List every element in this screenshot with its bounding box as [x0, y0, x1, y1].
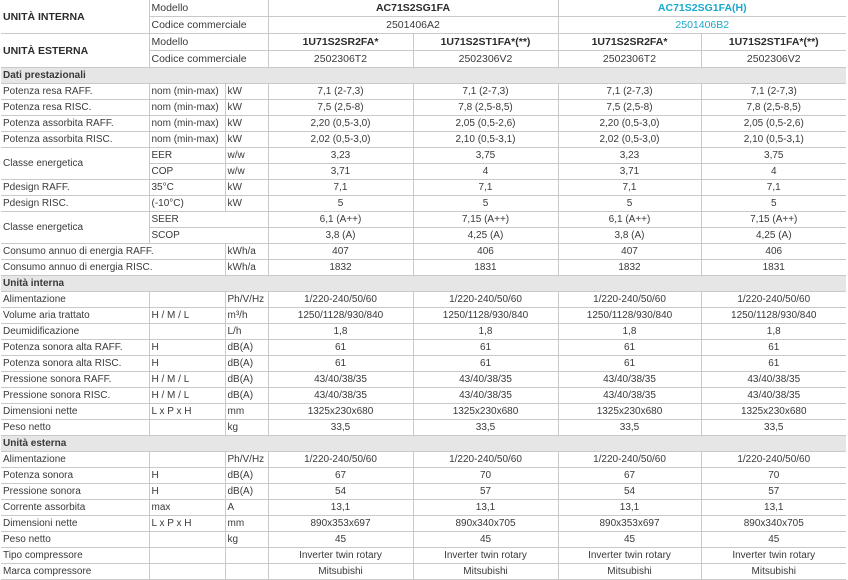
- cell-value: 45: [413, 532, 558, 548]
- row-unit: kW: [225, 196, 268, 212]
- row-condition: H: [149, 468, 225, 484]
- indoor-code-1: 2501406A2: [268, 17, 558, 34]
- row-condition: L x P x H: [149, 404, 225, 420]
- indoor-model-2: AC71S2SG1FA(H): [558, 0, 846, 17]
- cell-value: 1831: [701, 260, 846, 276]
- cell-value: 6,1 (A++): [558, 212, 701, 228]
- row-unit: dB(A): [225, 484, 268, 500]
- cell-value: 1,8: [558, 324, 701, 340]
- cell-value: 7,1 (2-7,3): [558, 84, 701, 100]
- cell-value: 3,71: [558, 164, 701, 180]
- cell-value: 890x353x697: [558, 516, 701, 532]
- row-condition: nom (min-max): [149, 84, 225, 100]
- table-row: [1, 212, 846, 228]
- cell-value: 43/40/38/35: [558, 372, 701, 388]
- table-row: [1, 132, 846, 148]
- row-condition: H / M / L: [149, 388, 225, 404]
- outdoor-unit-label: UNITÀ ESTERNA: [1, 34, 149, 68]
- cell-value: 4,25 (A): [413, 228, 558, 244]
- cell-value: 1325x230x680: [558, 404, 701, 420]
- cell-value: 1325x230x680: [268, 404, 413, 420]
- row-label: Marca compressore: [1, 564, 149, 580]
- cell-value: 2,20 (0,5-3,0): [268, 116, 413, 132]
- table-row: [1, 340, 846, 356]
- cell-value: Inverter twin rotary: [558, 548, 701, 564]
- cell-value: 1/220-240/50/60: [558, 292, 701, 308]
- row-unit: w/w: [225, 148, 268, 164]
- row-condition: 35°C: [149, 180, 225, 196]
- row-unit: dB(A): [225, 340, 268, 356]
- cell-value: 70: [413, 468, 558, 484]
- row-condition: nom (min-max): [149, 100, 225, 116]
- cell-value: 7,5 (2,5-8): [558, 100, 701, 116]
- outdoor-model: 1U71S2ST1FA*(**): [701, 34, 846, 51]
- cell-value: 1,8: [413, 324, 558, 340]
- row-label: Volume aria trattato: [1, 308, 149, 324]
- cell-value: 7,5 (2,5-8): [268, 100, 413, 116]
- cell-value: 1250/1128/930/840: [558, 308, 701, 324]
- cell-value: 61: [701, 356, 846, 372]
- row-label: Potenza assorbita RISC.: [1, 132, 149, 148]
- table-row: [1, 388, 846, 404]
- cell-value: 2,02 (0,5-3,0): [558, 132, 701, 148]
- cell-value: 1/220-240/50/60: [268, 292, 413, 308]
- cell-value: 4,25 (A): [701, 228, 846, 244]
- cell-value: 1832: [268, 260, 413, 276]
- row-condition: SEER: [149, 212, 268, 228]
- row-condition: [149, 564, 225, 580]
- row-label: Potenza sonora alta RAFF.: [1, 340, 149, 356]
- cell-value: 7,1 (2-7,3): [413, 84, 558, 100]
- cell-value: 1325x230x680: [413, 404, 558, 420]
- cell-value: 7,15 (A++): [413, 212, 558, 228]
- cell-value: 43/40/38/35: [701, 372, 846, 388]
- table-row: [1, 84, 846, 100]
- cell-value: 43/40/38/35: [413, 372, 558, 388]
- cell-value: 33,5: [268, 420, 413, 436]
- table-row: [1, 356, 846, 372]
- cell-value: 1831: [413, 260, 558, 276]
- row-condition: nom (min-max): [149, 116, 225, 132]
- row-label: Classe energetica: [1, 212, 149, 244]
- row-unit: dB(A): [225, 388, 268, 404]
- outdoor-code: 2502306V2: [701, 51, 846, 68]
- cell-value: 7,8 (2,5-8,5): [701, 100, 846, 116]
- section-header: Dati prestazionali: [1, 68, 846, 84]
- cell-value: Inverter twin rotary: [268, 548, 413, 564]
- row-condition: [149, 292, 225, 308]
- cell-value: 406: [701, 244, 846, 260]
- cell-value: 3,23: [558, 148, 701, 164]
- cell-value: 1250/1128/930/840: [268, 308, 413, 324]
- cell-value: 3,71: [268, 164, 413, 180]
- outdoor-model: 1U71S2SR2FA*: [558, 34, 701, 51]
- row-unit: m³/h: [225, 308, 268, 324]
- cell-value: 5: [701, 196, 846, 212]
- cell-value: Mitsubishi: [701, 564, 846, 580]
- cell-value: 3,23: [268, 148, 413, 164]
- row-label: Classe energetica: [1, 148, 149, 180]
- outdoor-code: 2502306T2: [268, 51, 413, 68]
- row-label: Peso netto: [1, 532, 149, 548]
- table-row: [1, 564, 846, 580]
- row-unit: dB(A): [225, 468, 268, 484]
- row-condition: (-10°C): [149, 196, 225, 212]
- outdoor-model: 1U71S2SR2FA*: [268, 34, 413, 51]
- cell-value: 4: [413, 164, 558, 180]
- row-label: Potenza sonora: [1, 468, 149, 484]
- row-condition: H / M / L: [149, 372, 225, 388]
- cell-value: 61: [558, 356, 701, 372]
- cell-value: 13,1: [701, 500, 846, 516]
- row-condition: H: [149, 484, 225, 500]
- cell-value: 7,1: [558, 180, 701, 196]
- cell-value: 5: [413, 196, 558, 212]
- table-row: [1, 500, 846, 516]
- cell-value: 890x340x705: [701, 516, 846, 532]
- cell-value: 1/220-240/50/60: [268, 452, 413, 468]
- cell-value: 7,15 (A++): [701, 212, 846, 228]
- cell-value: 67: [558, 468, 701, 484]
- row-label: Deumidificazione: [1, 324, 149, 340]
- indoor-code-2: 2501406B2: [558, 17, 846, 34]
- table-row: [1, 324, 846, 340]
- table-row: [1, 532, 846, 548]
- row-unit: kW: [225, 84, 268, 100]
- cell-value: 3,8 (A): [558, 228, 701, 244]
- row-label: Alimentazione: [1, 452, 149, 468]
- codice-label: Codice commerciale: [149, 17, 268, 34]
- row-label: Peso netto: [1, 420, 149, 436]
- cell-value: 1/220-240/50/60: [701, 452, 846, 468]
- cell-value: 1325x230x680: [701, 404, 846, 420]
- row-label: Tipo compressore: [1, 548, 149, 564]
- cell-value: 61: [268, 356, 413, 372]
- row-condition: H / M / L: [149, 308, 225, 324]
- cell-value: 7,1: [413, 180, 558, 196]
- row-condition: SCOP: [149, 228, 268, 244]
- indoor-unit-label: UNITÀ INTERNA: [1, 0, 149, 34]
- cell-value: 407: [558, 244, 701, 260]
- cell-value: 54: [558, 484, 701, 500]
- table-row: [1, 484, 846, 500]
- outdoor-code: 2502306V2: [413, 51, 558, 68]
- row-condition: [149, 420, 225, 436]
- table-row: [1, 404, 846, 420]
- row-unit: kW: [225, 132, 268, 148]
- table-row: [1, 516, 846, 532]
- cell-value: 7,1: [701, 180, 846, 196]
- cell-value: 2,10 (0,5-3,1): [701, 132, 846, 148]
- cell-value: 61: [558, 340, 701, 356]
- row-unit: L/h: [225, 324, 268, 340]
- cell-value: 54: [268, 484, 413, 500]
- row-condition: [149, 532, 225, 548]
- row-label: Alimentazione: [1, 292, 149, 308]
- cell-value: Mitsubishi: [268, 564, 413, 580]
- table-row: [1, 116, 846, 132]
- codice-label: Codice commerciale: [149, 51, 268, 68]
- row-unit: dB(A): [225, 356, 268, 372]
- cell-value: 33,5: [413, 420, 558, 436]
- cell-value: 2,20 (0,5-3,0): [558, 116, 701, 132]
- table-row: [1, 148, 846, 164]
- spec-table: [1, 0, 846, 580]
- cell-value: 43/40/38/35: [701, 388, 846, 404]
- modello-label: Modello: [149, 34, 268, 51]
- row-condition: [149, 452, 225, 468]
- cell-value: 33,5: [558, 420, 701, 436]
- cell-value: 45: [701, 532, 846, 548]
- table-row: [1, 468, 846, 484]
- row-label: Potenza sonora alta RISC.: [1, 356, 149, 372]
- cell-value: 1/220-240/50/60: [701, 292, 846, 308]
- cell-value: 45: [558, 532, 701, 548]
- row-unit: [225, 548, 268, 564]
- section-header: Unità esterna: [1, 436, 846, 452]
- row-condition: H: [149, 356, 225, 372]
- cell-value: 1250/1128/930/840: [701, 308, 846, 324]
- row-label: Consumo annuo di energia RISC.: [1, 260, 225, 276]
- row-label: Potenza resa RAFF.: [1, 84, 149, 100]
- cell-value: 13,1: [413, 500, 558, 516]
- row-condition: COP: [149, 164, 225, 180]
- cell-value: 61: [413, 356, 558, 372]
- cell-value: 43/40/38/35: [558, 388, 701, 404]
- cell-value: 33,5: [701, 420, 846, 436]
- row-condition: max: [149, 500, 225, 516]
- cell-value: 1,8: [701, 324, 846, 340]
- outdoor-model: 1U71S2ST1FA*(**): [413, 34, 558, 51]
- row-unit: mm: [225, 516, 268, 532]
- cell-value: 890x353x697: [268, 516, 413, 532]
- row-unit: Ph/V/Hz: [225, 292, 268, 308]
- row-unit: kg: [225, 420, 268, 436]
- row-label: Potenza assorbita RAFF.: [1, 116, 149, 132]
- cell-value: 1/220-240/50/60: [413, 452, 558, 468]
- cell-value: 57: [701, 484, 846, 500]
- cell-value: 43/40/38/35: [413, 388, 558, 404]
- modello-label: Modello: [149, 0, 268, 17]
- cell-value: 3,8 (A): [268, 228, 413, 244]
- cell-value: 1,8: [268, 324, 413, 340]
- row-unit: kWh/a: [225, 244, 268, 260]
- cell-value: 1/220-240/50/60: [558, 452, 701, 468]
- row-unit: mm: [225, 404, 268, 420]
- cell-value: 3,75: [701, 148, 846, 164]
- row-condition: [149, 548, 225, 564]
- row-condition: [149, 324, 225, 340]
- row-label: Pressione sonora RISC.: [1, 388, 149, 404]
- table-row: [1, 100, 846, 116]
- section-header: Unità interna: [1, 276, 846, 292]
- cell-value: 3,75: [413, 148, 558, 164]
- cell-value: 7,1: [268, 180, 413, 196]
- table-row: [1, 180, 846, 196]
- table-row: [1, 548, 846, 564]
- cell-value: 407: [268, 244, 413, 260]
- cell-value: 70: [701, 468, 846, 484]
- cell-value: 2,05 (0,5-2,6): [413, 116, 558, 132]
- row-label: Pressione sonora RAFF.: [1, 372, 149, 388]
- cell-value: 2,05 (0,5-2,6): [701, 116, 846, 132]
- cell-value: Mitsubishi: [558, 564, 701, 580]
- cell-value: 2,02 (0,5-3,0): [268, 132, 413, 148]
- table-row: [1, 372, 846, 388]
- row-label: Pdesign RISC.: [1, 196, 149, 212]
- cell-value: 61: [701, 340, 846, 356]
- row-label: Pdesign RAFF.: [1, 180, 149, 196]
- cell-value: 7,1 (2-7,3): [268, 84, 413, 100]
- cell-value: 5: [268, 196, 413, 212]
- table-row: [1, 244, 846, 260]
- row-unit: dB(A): [225, 372, 268, 388]
- cell-value: 1250/1128/930/840: [413, 308, 558, 324]
- table-row: [1, 196, 846, 212]
- cell-value: 61: [413, 340, 558, 356]
- row-unit: w/w: [225, 164, 268, 180]
- cell-value: Inverter twin rotary: [413, 548, 558, 564]
- row-unit: A: [225, 500, 268, 516]
- row-label: Corrente assorbita: [1, 500, 149, 516]
- cell-value: 43/40/38/35: [268, 372, 413, 388]
- cell-value: 1832: [558, 260, 701, 276]
- table-row: [1, 308, 846, 324]
- cell-value: 2,10 (0,5-3,1): [413, 132, 558, 148]
- table-row: [1, 292, 846, 308]
- row-label: Dimensioni nette: [1, 404, 149, 420]
- row-unit: [225, 564, 268, 580]
- cell-value: 6,1 (A++): [268, 212, 413, 228]
- row-unit: kg: [225, 532, 268, 548]
- cell-value: Mitsubishi: [413, 564, 558, 580]
- cell-value: 5: [558, 196, 701, 212]
- cell-value: 57: [413, 484, 558, 500]
- table-row: [1, 260, 846, 276]
- table-row: [1, 452, 846, 468]
- cell-value: 7,1 (2-7,3): [701, 84, 846, 100]
- row-label: Dimensioni nette: [1, 516, 149, 532]
- row-condition: H: [149, 340, 225, 356]
- cell-value: 45: [268, 532, 413, 548]
- cell-value: 13,1: [268, 500, 413, 516]
- indoor-model-1: AC71S2SG1FA: [268, 0, 558, 17]
- row-label: Potenza resa RISC.: [1, 100, 149, 116]
- cell-value: 43/40/38/35: [268, 388, 413, 404]
- row-condition: EER: [149, 148, 225, 164]
- row-condition: L x P x H: [149, 516, 225, 532]
- row-unit: kW: [225, 116, 268, 132]
- cell-value: Inverter twin rotary: [701, 548, 846, 564]
- cell-value: 13,1: [558, 500, 701, 516]
- cell-value: 61: [268, 340, 413, 356]
- row-unit: kWh/a: [225, 260, 268, 276]
- cell-value: 406: [413, 244, 558, 260]
- cell-value: 67: [268, 468, 413, 484]
- row-unit: kW: [225, 100, 268, 116]
- outdoor-code: 2502306T2: [558, 51, 701, 68]
- row-label: Consumo annuo di energia RAFF.: [1, 244, 225, 260]
- row-condition: nom (min-max): [149, 132, 225, 148]
- cell-value: 1/220-240/50/60: [413, 292, 558, 308]
- row-unit: kW: [225, 180, 268, 196]
- cell-value: 7,8 (2,5-8,5): [413, 100, 558, 116]
- cell-value: 890x340x705: [413, 516, 558, 532]
- row-unit: Ph/V/Hz: [225, 452, 268, 468]
- cell-value: 4: [701, 164, 846, 180]
- table-row: [1, 420, 846, 436]
- row-label: Pressione sonora: [1, 484, 149, 500]
